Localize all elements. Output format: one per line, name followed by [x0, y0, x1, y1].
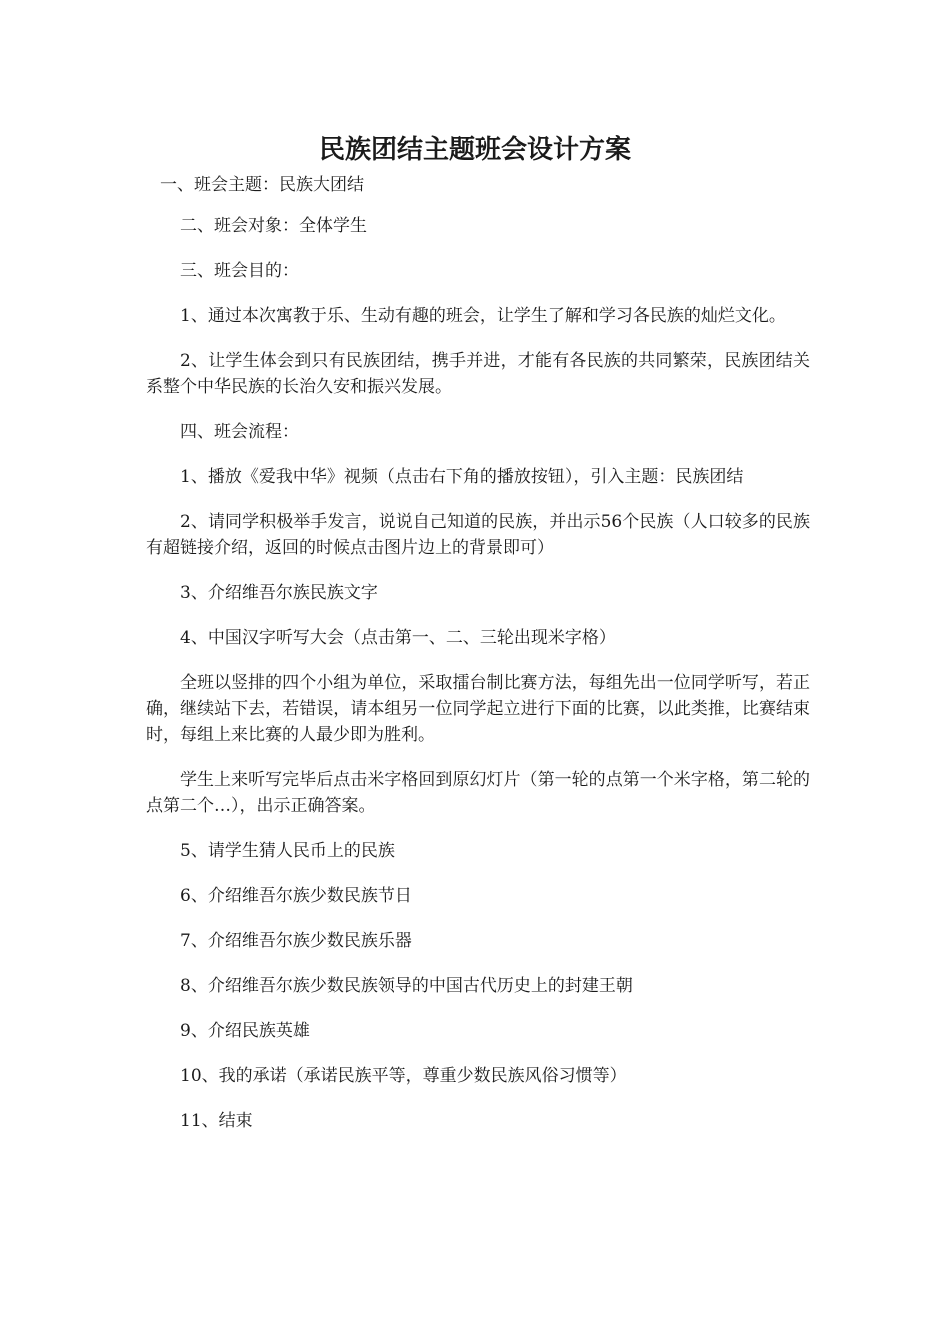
process-item-11: 11、结束 [180, 1111, 253, 1131]
section-purpose-heading: 三、班会目的： [180, 261, 299, 281]
section-process-heading: 四、班会流程： [180, 422, 299, 442]
process-item-4-answers: 学生上来听写完毕后点击米字格回到原幻灯片（第一轮的点第一个米字格，第二轮的点第二个…），出示正确答案。 [146, 770, 810, 816]
process-item-10: 10、我的承诺（承诺民族平等，尊重少数民族风俗习惯等） [180, 1066, 627, 1086]
process-item-4: 4、中国汉字听写大会（点击第一、二、三轮出现米字格） [180, 628, 616, 648]
purpose-item-1: 1、通过本次寓教于乐、生动有趣的班会，让学生了解和学习各民族的灿烂文化。 [180, 306, 786, 326]
process-item-1: 1、播放《爱我中华》视频（点击右下角的播放按钮），引入主题：民族团结 [180, 467, 744, 487]
purpose-item-2: 2、让学生体会到只有民族团结，携手并进，才能有各民族的共同繁荣，民族团结关系整个中华民族的长治久安和振兴发展。 [146, 351, 810, 397]
section-theme: 一、班会主题：民族大团结 [160, 175, 364, 195]
process-item-3: 3、介绍维吾尔族民族文字 [180, 583, 378, 603]
process-item-7: 7、介绍维吾尔族少数民族乐器 [180, 931, 412, 951]
section-audience: 二、班会对象：全体学生 [180, 216, 367, 236]
process-item-8: 8、介绍维吾尔族少数民族领导的中国古代历史上的封建王朝 [180, 976, 633, 996]
process-item-4-rules: 全班以竖排的四个小组为单位，采取擂台制比赛方法，每组先出一位同学听写，若正确，继续站下去，若错误，请本组另一位同学起立进行下面的比赛，以此类推，比赛结束时，每组上来比赛的人最少即为胜利。 [146, 673, 810, 745]
document-title: 民族团结主题班会设计方案 [318, 135, 631, 165]
document-body [146, 172, 810, 1153]
process-item-5: 5、请学生猜人民币上的民族 [180, 841, 395, 861]
process-item-2: 2、请同学积极举手发言，说说自己知道的民族，并出示56个民族（人口较多的民族有超链接介绍，返回的时候点击图片边上的背景即可） [146, 512, 810, 558]
process-item-9: 9、介绍民族英雄 [180, 1021, 310, 1041]
process-item-6: 6、介绍维吾尔族少数民族节日 [180, 886, 412, 906]
